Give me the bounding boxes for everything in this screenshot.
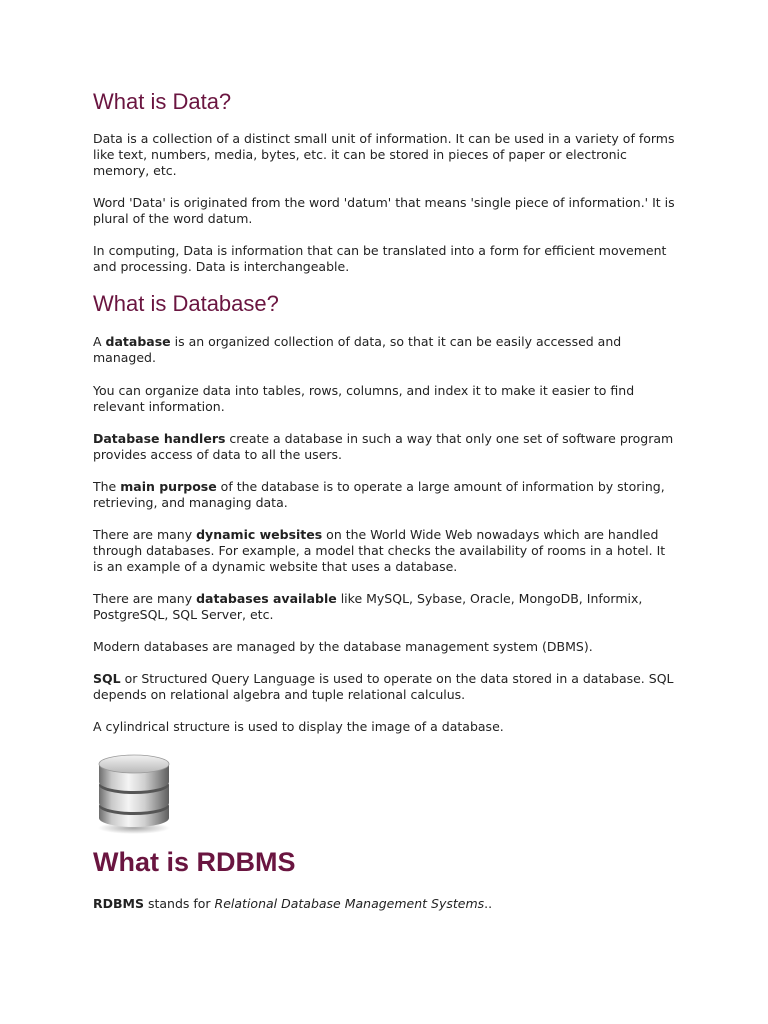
heading-what-is-database: What is Database?	[93, 291, 279, 316]
paragraph-database-definition	[93, 334, 678, 366]
italic-term: Relational Database Management Systems	[214, 896, 485, 911]
text: of the database is to operate a large amount of information by storing, retrieving, and managing data.	[93, 479, 665, 510]
heading-what-is-rdbms: What is RDBMS	[93, 847, 296, 877]
text: or Structured Query Language is used to operate on the data stored in a database. SQL depends on relational algebra and tuple relational calculus.	[93, 671, 674, 702]
paragraph-rdbms-definition	[93, 896, 678, 912]
bold-term: Database handlers	[93, 431, 226, 446]
text: ..	[484, 896, 493, 911]
paragraph-data-origin: Word 'Data' is originated from the word 'datum' that means 'single piece of information.' It is plural of the word datum.	[93, 195, 675, 226]
text: stands for	[143, 896, 215, 911]
bold-term: main purpose	[120, 479, 217, 494]
text: create a database in such a way that only one set of software program provides access of data to all the users.	[93, 431, 674, 462]
bold-term: dynamic websites	[196, 527, 323, 542]
database-cylinder-icon	[95, 752, 173, 834]
bold-term: databases available	[196, 591, 337, 606]
text: A	[93, 334, 106, 349]
paragraph-database-organize: You can organize data into tables, rows, columns, and index it to make it easier to find relevant information.	[93, 383, 635, 414]
text: like MySQL, Sybase, Oracle, MongoDB, Informix, PostgreSQL, SQL Server, etc.	[93, 591, 643, 622]
paragraph-data-definition: Data is a collection of a distinct small unit of information. It can be used in a variety of forms like text, numbers, media, bytes, etc. it can be stored in pieces of paper or electronic memory, etc.	[93, 131, 675, 178]
paragraph-dbms: Modern databases are managed by the database management system (DBMS).	[93, 639, 593, 654]
text: There are many	[93, 527, 197, 542]
bold-term: RDBMS	[93, 896, 144, 911]
text: on the World Wide Web nowadays which are handled through databases. For example, a model that checks the availability of rooms in a hotel. It is an example of a dynamic website that uses a database.	[93, 527, 666, 574]
paragraph-main-purpose	[93, 479, 678, 511]
bold-term: database	[105, 334, 171, 349]
bold-term: SQL	[93, 671, 121, 686]
paragraph-dynamic-websites	[93, 527, 678, 575]
text: There are many	[93, 591, 197, 606]
paragraph-sql	[93, 671, 678, 703]
paragraph-cylindrical-structure: A cylindrical structure is used to display the image of a database.	[93, 719, 504, 734]
heading-what-is-data: What is Data?	[93, 89, 232, 114]
text: is an organized collection of data, so that it can be easily accessed and managed.	[93, 334, 622, 365]
text: The	[93, 479, 121, 494]
paragraph-data-computing: In computing, Data is information that can be translated into a form for efficient movement and processing. Data is interchangeable.	[93, 243, 667, 274]
paragraph-database-handlers	[93, 431, 678, 463]
paragraph-databases-available	[93, 591, 678, 623]
